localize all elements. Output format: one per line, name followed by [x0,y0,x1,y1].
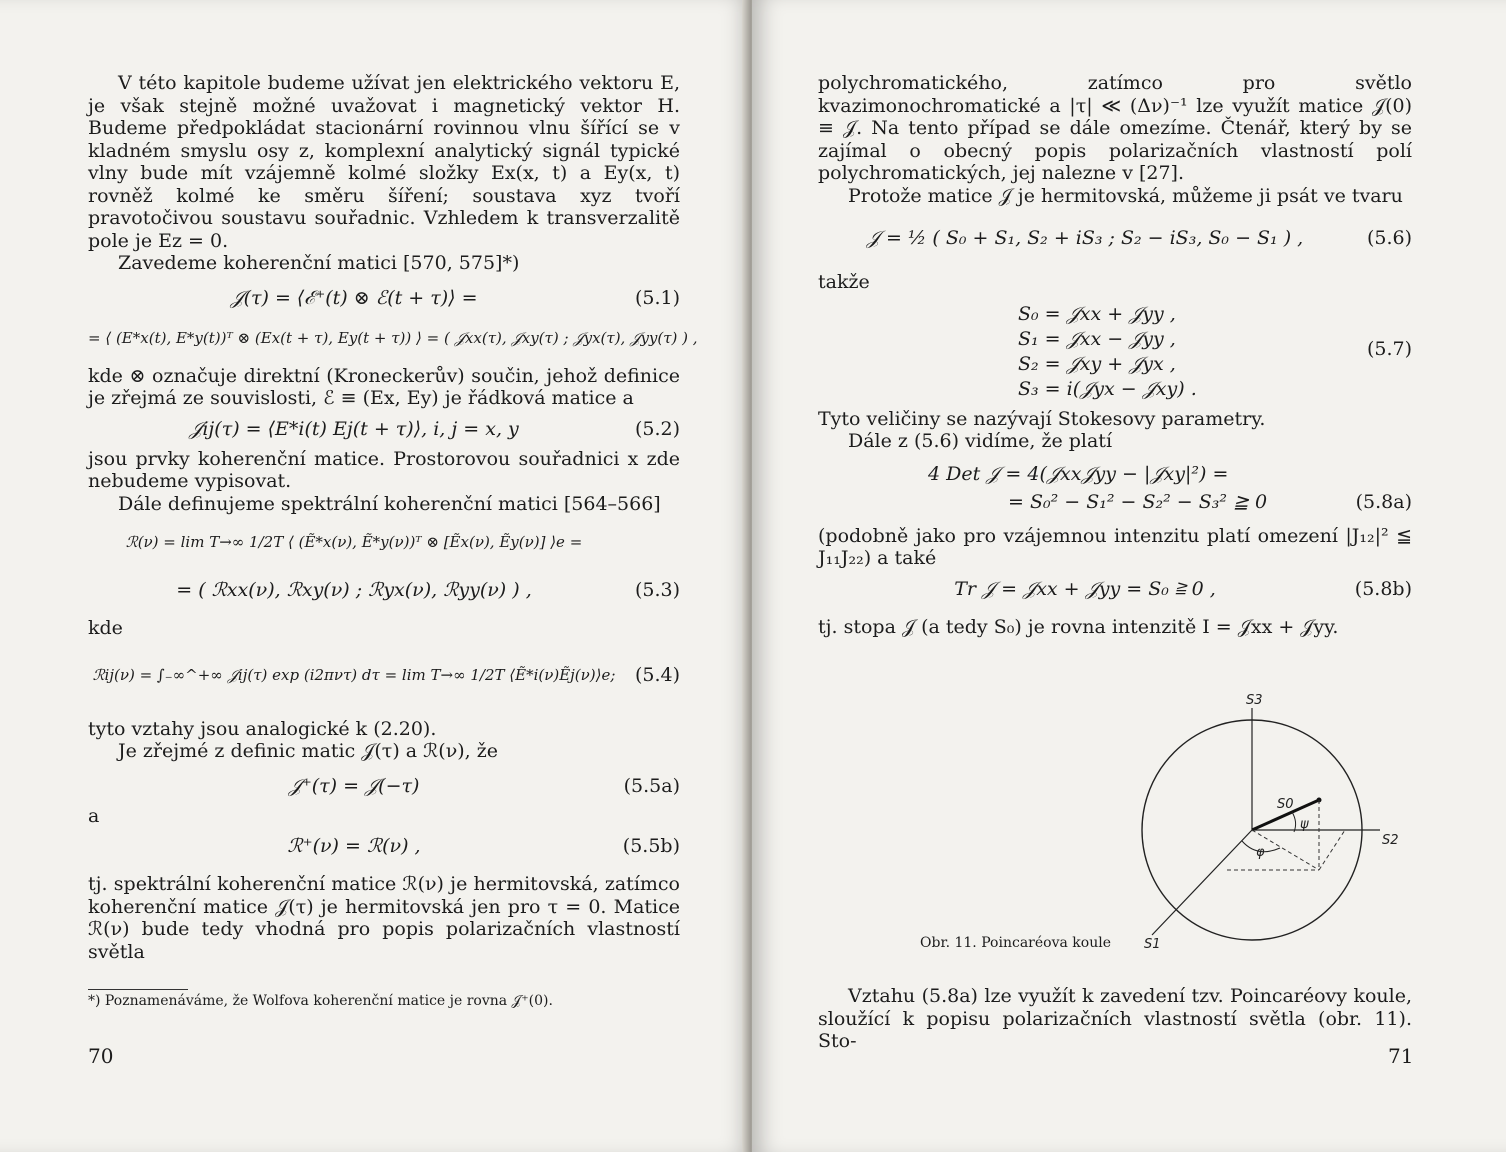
equation-5-1a: 𝒥(τ) = ⟨ℰ⁺(t) ⊗ ℰ(t + τ)⟩ = (5.1) [230,286,680,309]
equation-5-8a [818,461,1412,521]
left-a: a [88,804,100,827]
eq58a-line-2: = S₀² − S₁² − S₂² − S₃² ≧ 0 [1008,490,1268,513]
right-page [752,0,1506,1152]
right-paragraph-6: tj. stopa 𝒥 (a tedy S₀) je rovna intenzitě I = 𝒥xx + 𝒥yy. [818,615,1339,638]
psi-arc [1292,812,1296,832]
axis-s1 [1152,830,1252,935]
left-paragraph-4: jsou prvky koherenční matice. Prostorovou souřadnici x zde nebudeme vypisovat. [88,447,680,492]
equation-5-5b: ℛ⁺(ν) = ℛ(ν) , (5.5b) [287,835,680,857]
label-phi: φ [1256,845,1265,860]
right-takze: takže [818,271,870,293]
footnote-rule [88,989,188,990]
left-text-column [88,72,698,1010]
left-paragraph-3: kde ⊗ označuje direktní (Kroneckerův) součin, jehož definice je zřejmá ze souvislosti, ℰ ≡ (Ex, Ey) je řádková matice a [88,364,680,409]
equation-5-1b: = ⟨ (E*x(t), E*y(t))ᵀ ⊗ (Ex(t + τ), Ey(t + τ)) ⟩ = ( 𝒥xx(τ), 𝒥xy(τ) ; 𝒥yx(τ), 𝒥yy(τ) ) , [88,328,698,347]
eq57-line-4: S₃ = i(𝒥yx − 𝒥xy) . [1018,377,1197,400]
equation-5-8b: Tr 𝒥 = 𝒥xx + 𝒥yy = S₀ ≧ 0 , (5.8b) [954,577,1412,600]
eq57-number: (5.7) [1366,337,1412,360]
right-paragraph-1: polychromatického, zatímco pro světlo kvazimonochromatické a |τ| ≪ (Δν)⁻¹ lze využít matice 𝒥(0) ≡ 𝒥. Na tento případ se dále omezíme. Čtenář, který by se zajímal o obecný popis polarizačních vlastností polí polychromatických, jej nalezne v [27]. [818,72,1412,184]
left-page-number: 70 [88,1044,114,1068]
right-text-column [818,72,1412,638]
right-paragraph-7: Vztahu (5.8a) lze využít k zavedení tzv. Poincaréovy koule, sloužící k popisu polarizačních vlastností světla (obr. 11). Sto- [818,985,1412,1052]
eq58a-line-1: 4 Det 𝒥 = 4(𝒥xx𝒥yy − |𝒥xy|²) = [928,462,1229,485]
figure-caption: Obr. 11. Poincaréova koule [920,935,1111,951]
right-paragraph-5: (podobně jako pro vzájemnou intenzitu platí omezení |J₁₂|² ≦ J₁₁J₂₂) a také [818,524,1412,569]
equation-5-6: 𝒥 = ½ ( S₀ + S₁, S₂ + iS₃ ; S₂ − iS₃, S₀ − S₁ ) , (5.6) [866,227,1412,249]
label-s0: S0 [1277,797,1294,812]
footnote: *) Poznamenáváme, že Wolfova koherenční matice je rovna 𝒥⁺(0). [88,993,553,1009]
left-paragraph-8: tj. spektrální koherenční matice ℛ(ν) je hermitovská, zatímco koherenční matice 𝒥(τ) je hermitovská jen pro τ = 0. Matice ℛ(ν) bude tedy vhodná pro popis polarizačních vlastností světla [88,873,680,963]
eq58a-number: (5.8a) [1355,490,1412,513]
equation-5-2: 𝒥ij(τ) = ⟨E*i(t) Ej(t + τ)⟩, i, j = x, y (5.2) [189,417,680,440]
left-paragraph-2: Zavedeme koherenční matici [570, 575]*) [118,252,520,274]
equation-5-7-lines [1018,302,1197,402]
left-paragraph-7: Je zřejmé z definic matic 𝒥(τ) a ℛ(ν), že [118,740,499,762]
equation-5-3a: ℛ(ν) = lim T→∞ 1/2T ⟨ (Ẽ*x(ν), Ẽ*y(ν))ᵀ ⊗ [Ẽx(ν), Ẽy(ν)] ⟩e = [125,533,583,551]
right-page-number: 71 [1388,1044,1414,1068]
eq57-line-3: S₂ = 𝒥xy + 𝒥yx , [1018,352,1176,375]
left-paragraph-6: tyto vztahy jsou analogické k (2.20). [88,717,437,740]
label-s3: S3 [1246,693,1263,708]
poincare-sphere-figure [1132,690,1492,970]
equation-5-4: ℛij(ν) = ∫₋∞^+∞ 𝒥ij(τ) exp (i2πντ) dτ = lim T→∞ 1/2T ⟨Ẽ*i(ν)Ẽj(ν)⟩e; (5.4) [92,663,680,686]
equation-5-7 [818,302,1412,402]
right-bottom-text [818,985,1412,1053]
eq57-line-1: S₀ = 𝒥xx + 𝒥yy , [1018,302,1176,325]
label-s1: S1 [1144,937,1161,952]
equation-5-3b: = ( ℛxx(ν), ℛxy(ν) ; ℛyx(ν), ℛyy(ν) ) , (5.3) [176,579,680,601]
label-psi: ψ [1300,817,1309,832]
right-paragraph-3: Tyto veličiny se nazývají Stokesovy parametry. [818,407,1266,430]
eq57-line-2: S₁ = 𝒥xx − 𝒥yy , [1018,327,1176,350]
left-kde: kde [88,617,123,639]
right-paragraph-4: Dále z (5.6) vidíme, že platí [848,430,1113,452]
left-page [0,0,752,1152]
label-s2: S2 [1382,833,1399,848]
left-paragraph-5: Dále definujeme spektrální koherenční matici [564–566] [118,492,661,515]
left-paragraph-1: V této kapitole budeme užívat jen elektrického vektoru E, je však stejně možné uvažovat i magnetický vektor H. Budeme předpokládat stacionární rovinnou vlnu šířící se v kladném smyslu osy z, komplexní analytický signál typické vlny bude mít vzájemně kolmé složky Ex(x, t) a Ey(x, t) rovněž kolmé ke směru šíření; soustava xyz tvoří pravotočivou soustavu souřadnic. Vzhledem k transverzalitě pole je Ez = 0. [88,72,680,252]
equation-5-5a: 𝒥⁺(τ) = 𝒥(−τ) (5.5a) [288,774,680,797]
projection-s2 [1319,830,1345,870]
right-paragraph-2: Protože matice 𝒥 je hermitovská, můžeme ji psát ve tvaru [848,184,1403,207]
